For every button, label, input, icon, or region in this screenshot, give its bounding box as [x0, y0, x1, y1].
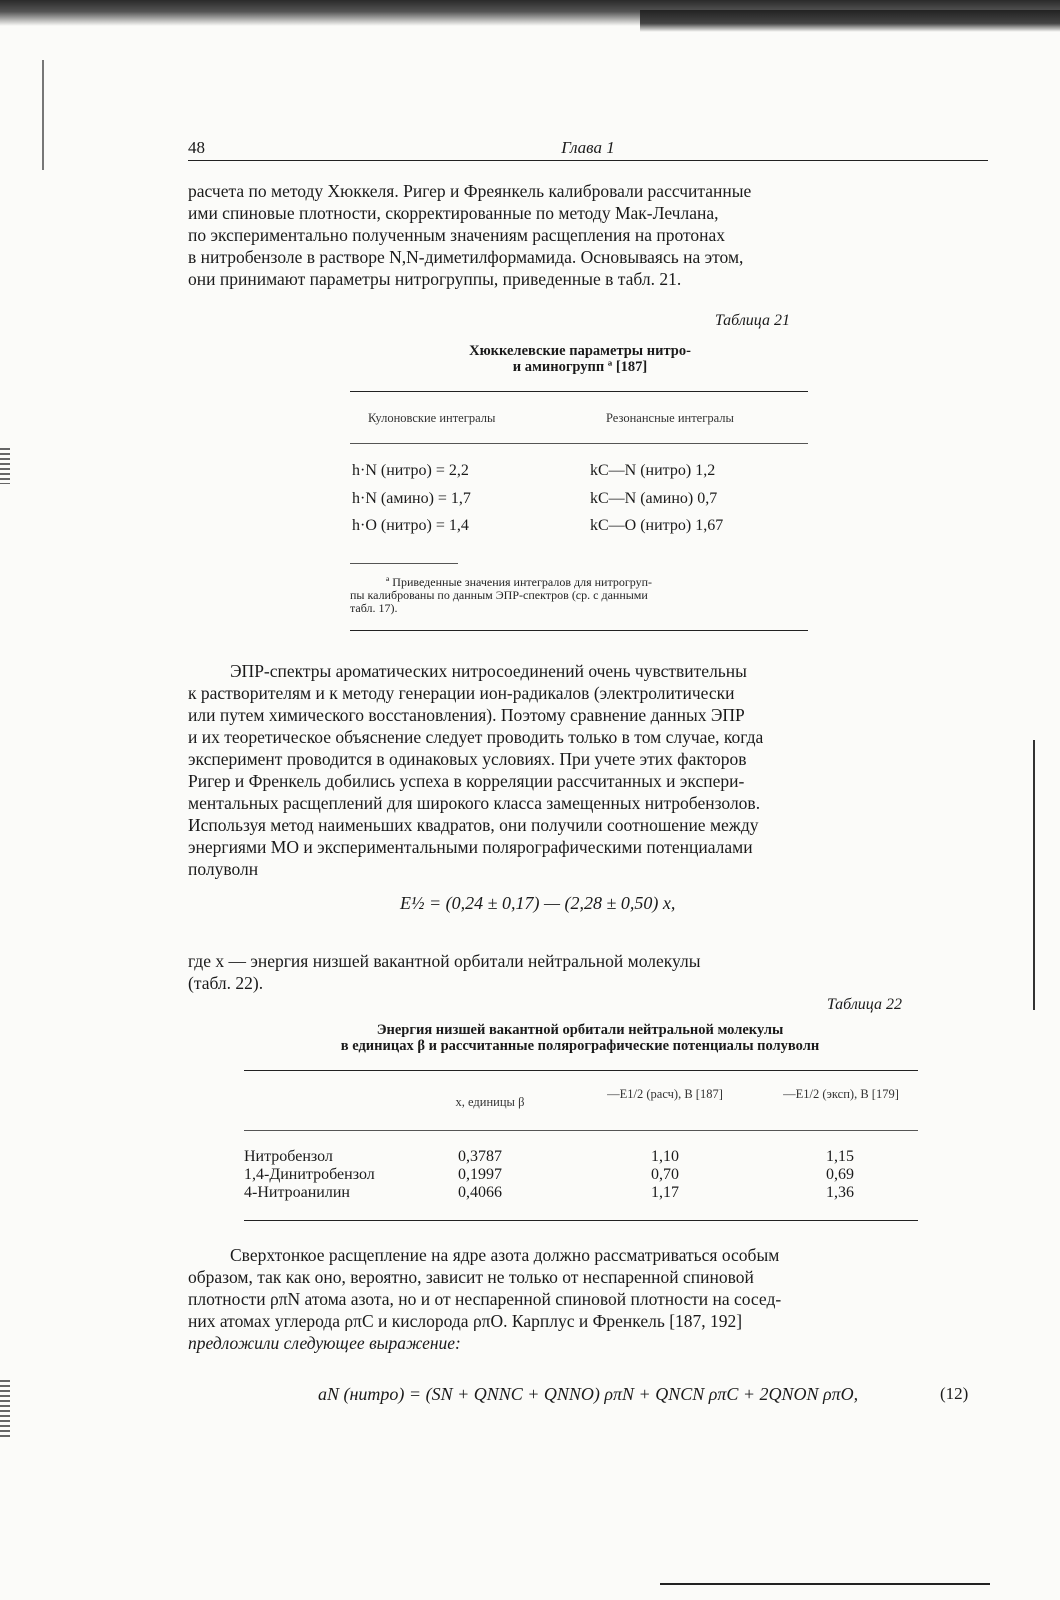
- table21-col1-header: Кулоновские интегралы: [368, 411, 496, 425]
- table21-bottom-rule: [350, 630, 808, 631]
- table21-cell: kC—O (нитро) 1,67: [590, 517, 724, 534]
- table21-title: [400, 343, 760, 375]
- table22-title-line: Энергия низшей вакантной орбитали нейтральной молекулы: [376, 1022, 784, 1038]
- footnote-line: пы калиброваны по данным ЭПР-спектров (ср. с данными: [350, 588, 648, 602]
- table21-title-line: Хюккелевские параметры нитро-: [469, 343, 691, 359]
- text-line: к растворителям и к методу генерации ион-радикалов (электролитически: [188, 683, 735, 703]
- text-line: по экспериментально полученным значениям расщепления на протонах: [188, 225, 726, 245]
- table21-cell: h·N (амино) = 1,7: [352, 490, 471, 507]
- table21-title-line: и аминогрупп ª [187]: [512, 359, 648, 375]
- text-line: или путем химического восстановления). Поэтому сравнение данных ЭПР: [188, 705, 745, 725]
- table22-header-x: x, единицы β: [455, 1095, 525, 1109]
- text-line: Сверхтонкое расщепление на ядре азота должно рассматриваться особым: [230, 1245, 780, 1265]
- row-name: 4-Нитроанилин: [244, 1184, 350, 1201]
- equation-hyperfine: aN (нитро) = (SN + QNNC + QNNO) ρπN + QNCN ρπC + 2QNON ρπO,: [318, 1384, 859, 1404]
- row-x: 0,4066: [458, 1184, 502, 1201]
- row-exp: 0,69: [826, 1166, 854, 1183]
- text-line: плотности ρπN атома азота, но и от неспаренной спиновой плотности на сосед-: [188, 1289, 782, 1309]
- scan-bottom-rule: [660, 1583, 990, 1585]
- table22-bottom-rule: [244, 1220, 918, 1221]
- table22-header-rule: [244, 1130, 918, 1131]
- text-line: расчета по методу Хюккеля. Ригер и Фреянкель калибровали рассчитанные: [188, 181, 752, 201]
- body-paragraph: [188, 660, 974, 880]
- text-line: Ригер и Френкель добились успеха в корреляции рассчитанных и экспери-: [188, 771, 745, 791]
- scan-top-shadow-right: [640, 10, 1060, 32]
- where-paragraph: [188, 950, 974, 994]
- intro-paragraph: [188, 180, 972, 290]
- equation-number: (12): [940, 1384, 969, 1403]
- text-line: ими спиновые плотности, скорректированные по методу Мак-Лечлана,: [188, 203, 719, 223]
- text-line: полуволн: [188, 859, 259, 879]
- footnote-line: табл. 17).: [350, 601, 398, 615]
- text-line: они принимают параметры нитрогруппы, приведенные в табл. 21.: [188, 269, 682, 289]
- row-name: Нитробензол: [244, 1148, 333, 1165]
- page-number: 48: [188, 138, 205, 157]
- text-line: и их теоретическое объяснение следует проводить только в том случае, когда: [188, 727, 764, 747]
- text-line: эксперимент проводится в одинаковых условиях. При учете этих факторов: [188, 749, 747, 769]
- table21-footnote-rule: [350, 563, 458, 564]
- text-line: Используя метод наименьших квадратов, они получили соотношение между: [188, 815, 759, 835]
- final-paragraph: [188, 1244, 974, 1354]
- table22-title-line: в единицах β и рассчитанные полярографические потенциалы полуволн: [340, 1038, 820, 1054]
- table21-caption: Таблица 21: [714, 312, 790, 329]
- footnote-line: ª Приведенные значения интегралов для нитрогруп-: [386, 575, 653, 589]
- text-line: ментальных расщеплений для широкого класса замещенных нитробензолов.: [188, 793, 761, 813]
- text-line: в нитробензоле в растворе N,N-диметилформамида. Основываясь на этом,: [188, 247, 744, 267]
- table21-cell: kC—N (нитро) 1,2: [590, 462, 716, 479]
- table22-top-rule: [244, 1070, 918, 1071]
- text-line: образом, так как оно, вероятно, зависит не только от неспаренной спиновой: [188, 1267, 754, 1287]
- table22-caption: Таблица 22: [826, 996, 902, 1013]
- text-line: них атомах углерода ρπC и кислорода ρπO. Карплус и Френкель [187, 192]: [188, 1311, 743, 1331]
- table21-top-rule: [350, 391, 808, 392]
- text-line: ЭПР-спектры ароматических нитросоединений очень чувствительны: [230, 661, 747, 681]
- table22-header-exp: —E1/2 (эксп), В [179]: [783, 1087, 899, 1101]
- table21-cell: h·O (нитро) = 1,4: [352, 517, 469, 534]
- row-exp: 1,15: [826, 1148, 854, 1165]
- text-line: предложили следующее выражение:: [188, 1333, 461, 1353]
- scan-left-edge: [42, 60, 44, 170]
- table22-title: [240, 1022, 920, 1054]
- row-calc: 0,70: [651, 1166, 679, 1183]
- row-calc: 1,17: [651, 1184, 679, 1201]
- row-name: 1,4-Динитробензол: [244, 1166, 375, 1183]
- running-header: [188, 138, 988, 161]
- text-line: энергиями МО и экспериментальными полярографическими потенциалами: [188, 837, 753, 857]
- running-title: Глава 1: [561, 138, 615, 157]
- text-line: (табл. 22).: [188, 973, 264, 993]
- row-x: 0,3787: [458, 1148, 502, 1165]
- table21-footnote: [350, 576, 810, 615]
- table21-header-rule: [350, 443, 808, 444]
- scan-left-mark: [0, 448, 10, 484]
- scan-right-edge: [1033, 740, 1035, 1010]
- text-line: где x — энергия низшей вакантной орбитали нейтральной молекулы: [188, 951, 701, 971]
- table21-cell: kC—N (амино) 0,7: [590, 490, 718, 507]
- table22-header-calc: —E1/2 (расч), В [187]: [607, 1087, 723, 1101]
- row-x: 0,1997: [458, 1166, 502, 1183]
- table21-cell: h·N (нитро) = 2,2: [352, 462, 469, 479]
- row-exp: 1,36: [826, 1184, 854, 1201]
- equation-half-wave: E½ = (0,24 ± 0,17) — (2,28 ± 0,50) x,: [400, 893, 676, 913]
- scan-left-mark-2: [0, 1380, 10, 1440]
- table21-col2-header: Резонансные интегралы: [606, 411, 734, 425]
- row-calc: 1,10: [651, 1148, 679, 1165]
